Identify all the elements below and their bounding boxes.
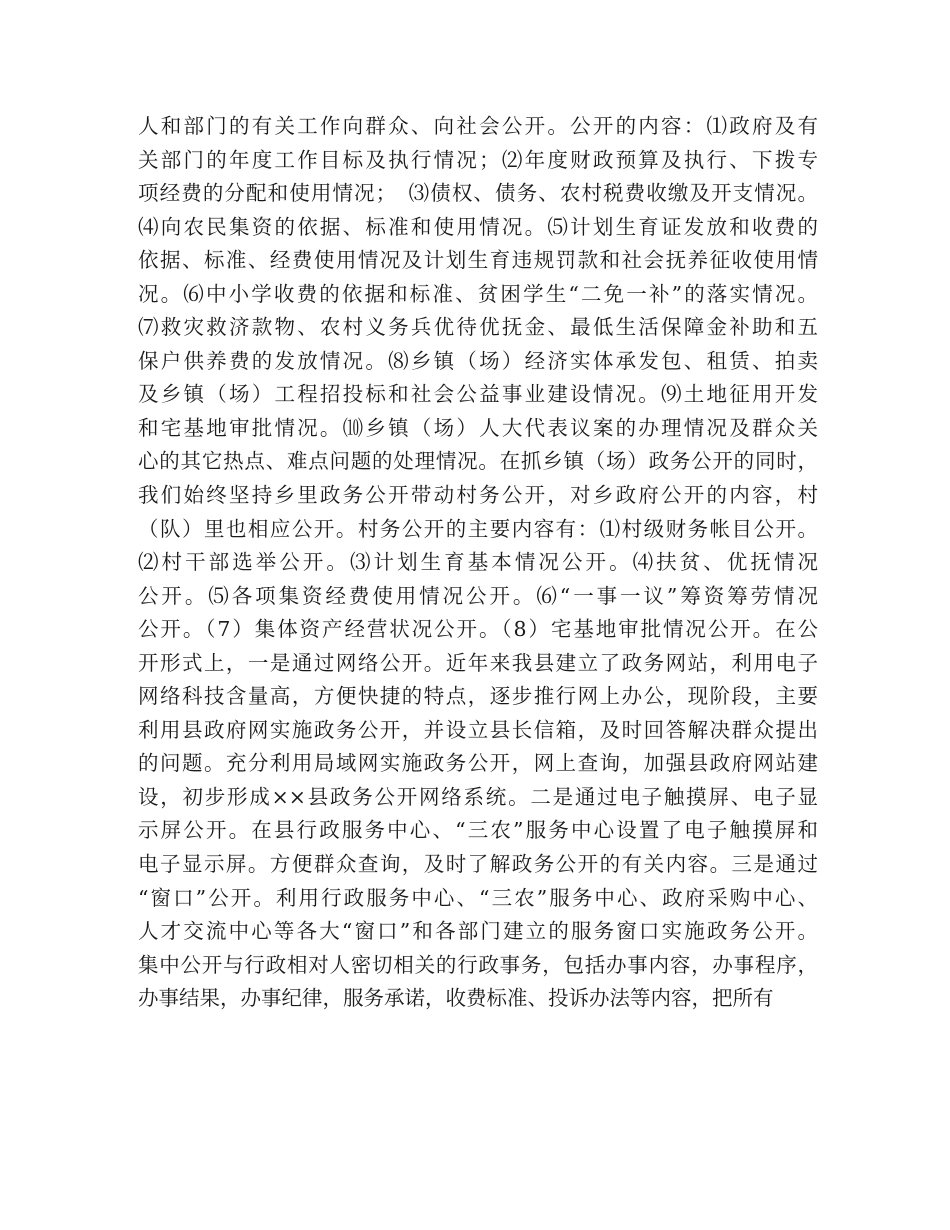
text-line: 办事结果，办事纪律，服务承诺，收费标准、投诉办法等内容，把所有 [138,986,774,1011]
text-line: 我们始终坚持乡里政务公开带动村务公开，对乡政府公开的内容，村 [138,483,818,508]
text-line: 人和部门的有关工作向群众、向社会公开。公开的内容：⑴政府及有 [138,114,818,138]
text-line: 利用县政府网实施政务公开，并设立县长信箱，及时回答解决群众提出 [138,717,818,742]
text-line: ⑵村干部选举公开。⑶计划生育基本情况公开。⑷扶贫、优抚情况 [138,550,818,575]
text-line: 电子显示屏。方便群众查询，及时了解政务公开的有关内容。三是通过 [138,852,818,877]
text-line: 况。⑹中小学收费的依据和标准、贫困学生“二免一补”的落实情况。 [138,281,818,306]
text-line: 的问题。充分利用局域网实施政务公开，网上查询，加强县政府网站建 [138,751,818,776]
text-line: 示屏公开。在县行政服务中心、“三农”服务中心设置了电子触摸屏和 [138,818,818,843]
text-line: 网络科技含量高，方便快捷的特点，逐步推行网上办公，现阶段，主要 [138,684,818,709]
text-line: “窗口”公开。利用行政服务中心、“三农”服务中心、政府采购中心、 [138,885,818,910]
text-line: 公开。（7）集体资产经营状况公开。（8）宅基地审批情况公开。在公 [138,617,818,642]
text-line: 和宅基地审批情况。⑽乡镇（场）人大代表议案的办理情况及群众关 [138,415,818,440]
text-line: 心的其它热点、难点问题的处理情况。在抓乡镇（场）政务公开的同时， [138,449,818,474]
text-line: 开形式上，一是通过网络公开。近年来我县建立了政务网站，利用电子 [138,650,818,675]
text-line: ⑺救灾救济款物、农村义务兵优待优抚金、最低生活保障金补助和五 [138,315,818,340]
body-text [138,110,818,1016]
text-line: （队）里也相应公开。村务公开的主要内容有：⑴村级财务帐目公开。 [138,516,818,541]
text-line: 设，初步形成××县政务公开网络系统。二是通过电子触摸屏、电子显 [138,784,818,809]
text-line: 集中公开与行政相对人密切相关的行政事务，包括办事内容，办事程序， [138,952,818,977]
text-line: 依据、标准、经费使用情况及计划生育违规罚款和社会抚养征收使用情 [138,248,818,273]
text-line: 项经费的分配和使用情况； ⑶债权、债务、农村税费收缴及开支情况。 [138,181,818,206]
text-line: 公开。⑸各项集资经费使用情况公开。⑹“一事一议”筹资筹劳情况 [138,583,818,608]
text-line: 关部门的年度工作目标及执行情况；⑵年度财政预算及执行、下拨专 [138,147,818,172]
text-line: 人才交流中心等各大“窗口”和各部门建立的服务窗口实施政务公开。 [138,919,818,944]
text-line: 及乡镇（场）工程招投标和社会公益事业建设情况。⑼土地征用开发 [138,382,818,407]
text-line: ⑷向农民集资的依据、标准和使用情况。⑸计划生育证发放和收费的 [138,214,818,239]
text-line: 保户供养费的发放情况。⑻乡镇（场）经济实体承发包、租赁、拍卖 [138,348,818,373]
